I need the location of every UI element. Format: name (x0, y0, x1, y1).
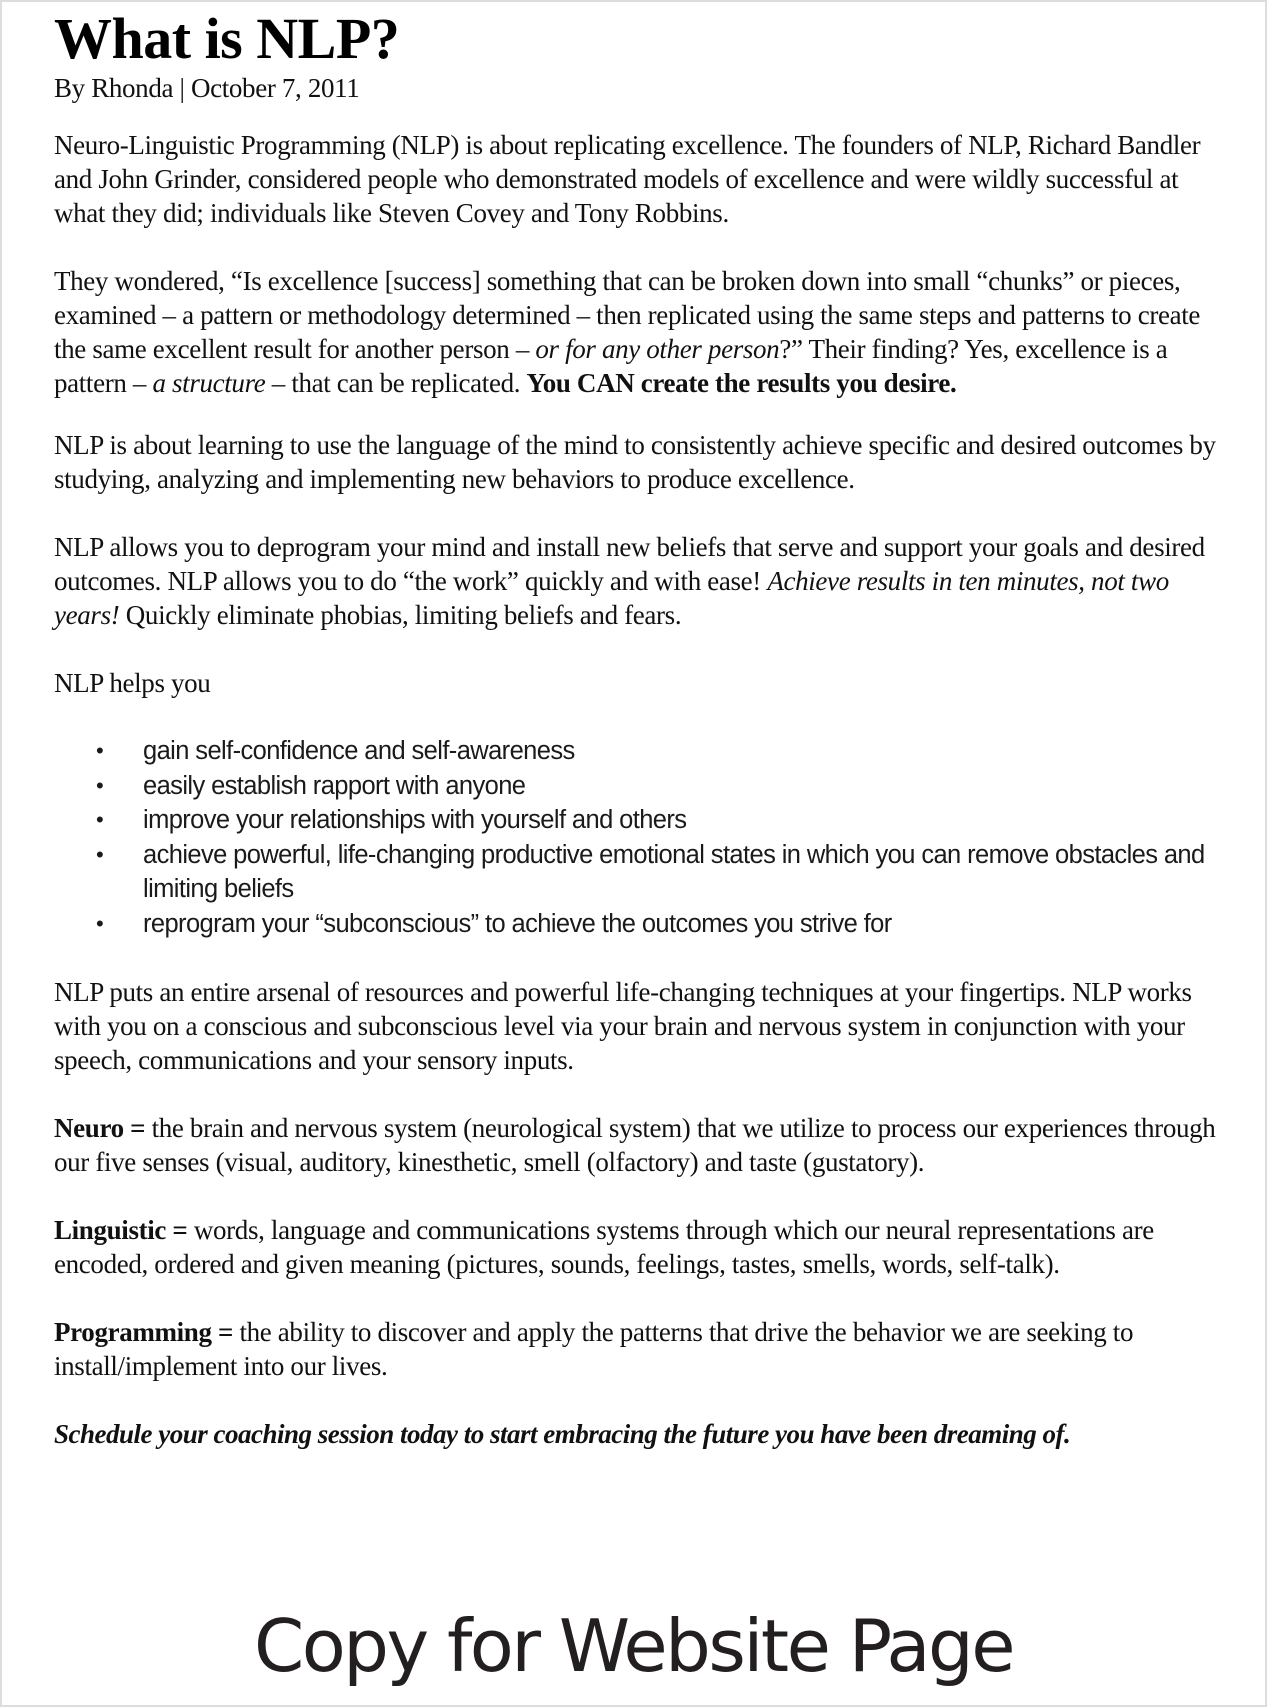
italic-emphasis: or for any other person (535, 334, 780, 364)
list-item (54, 734, 1234, 769)
bold-emphasis: You CAN create the results you desire. (526, 368, 957, 398)
bullet-icon: • (96, 772, 104, 798)
definition-neuro (54, 1111, 1234, 1179)
paragraph-intro: Neuro-Linguistic Programming (NLP) is about replicating excellence. The founders of NLP, Richard Bandler and John Grinder, considered people who demonstrated models of excellence and were wildly successful at what they did; individuals like Steven Covey and Tony Robbins. (54, 130, 1201, 228)
definition-text: the ability to discover and apply the patterns that drive the behavior we are seeking to install/implement into our lives. (54, 1317, 1134, 1381)
bullet-icon: • (96, 910, 104, 936)
footer-caption: Copy for Website Page (253, 1604, 1014, 1688)
list-item (54, 907, 1234, 942)
definition-term: Linguistic = (54, 1215, 188, 1245)
list-item-text: gain self-confidence and self-awareness (143, 737, 575, 765)
article (54, 6, 1234, 1451)
definition-linguistic (54, 1213, 1234, 1281)
list-item-text: reprogram your “subconscious” to achieve the outcomes you strive for (143, 909, 892, 938)
definition-term: Neuro = (54, 1113, 146, 1143)
text-span: They wondered, “Is excellence [success] something that can be broken down into small “chunks” or pieces, examined – a pattern or methodology determined – then replicated using the same steps and patterns to create the same excellent result for another person – (54, 266, 1201, 364)
definition-text: the brain and nervous system (neurological system) that we utilize to process our experiences through our five senses (visual, auditory, kinesthetic, smell (olfactory) and taste (gustatory). (54, 1113, 1216, 1177)
list-item (54, 769, 1234, 804)
bullet-icon: • (96, 738, 104, 763)
list-item (54, 838, 1234, 907)
bullet-icon: • (96, 807, 104, 832)
list-item-text: achieve powerful, life-changing productive emotional states in which you can remove obstacles and limiting beliefs (143, 840, 1205, 903)
italic-emphasis: Achieve results in ten minutes, not two years! (54, 566, 1169, 630)
definition-text: words, language and communications systems through which our neural representations are encoded, ordered and given meaning (pictures, sounds, feelings, tastes, smells, words, self-talk). (54, 1215, 1154, 1279)
definition-programming (54, 1315, 1234, 1383)
helps-intro: NLP helps you (54, 668, 211, 698)
paragraph-excellence (54, 264, 1234, 400)
text-span: ?” Their finding? Yes, excellence is a pattern – (54, 334, 1168, 398)
text-span: – that can be replicated. (265, 368, 527, 398)
list-item (54, 803, 1234, 838)
paragraph-deprogram (54, 530, 1234, 632)
paragraph-arsenal: NLP puts an entire arsenal of resources and powerful life-changing techniques at your fingertips. NLP works with you on a conscious and subconscious level via your brain and nervous system in conjunction with your speech, communications and your sensory inputs. (54, 977, 1192, 1075)
definition-term: Programming = (54, 1317, 234, 1347)
text-span: Quickly eliminate phobias, limiting beliefs and fears. (119, 600, 682, 630)
list-item-text: improve your relationships with yourself and others (143, 806, 687, 834)
paragraph-language: NLP is about learning to use the language of the mind to consistently achieve specific and desired outcomes by studying, analyzing and implementing new behaviors to produce excellence. (54, 430, 1216, 494)
bullet-icon: • (96, 841, 104, 867)
text-span: NLP allows you to deprogram your mind and install new beliefs that serve and support your goals and desired outcomes. NLP allows you to do “the work” quickly and with ease! (54, 532, 1205, 596)
benefits-list (54, 734, 1234, 941)
article-title: What is NLP? (54, 6, 400, 71)
italic-emphasis: a structure (152, 368, 266, 398)
call-to-action: Schedule your coaching session today to start embracing the future you have been dreaming of. (54, 1419, 1071, 1449)
byline: By Rhonda | October 7, 2011 (54, 73, 360, 103)
list-item-text: easily establish rapport with anyone (143, 771, 526, 800)
